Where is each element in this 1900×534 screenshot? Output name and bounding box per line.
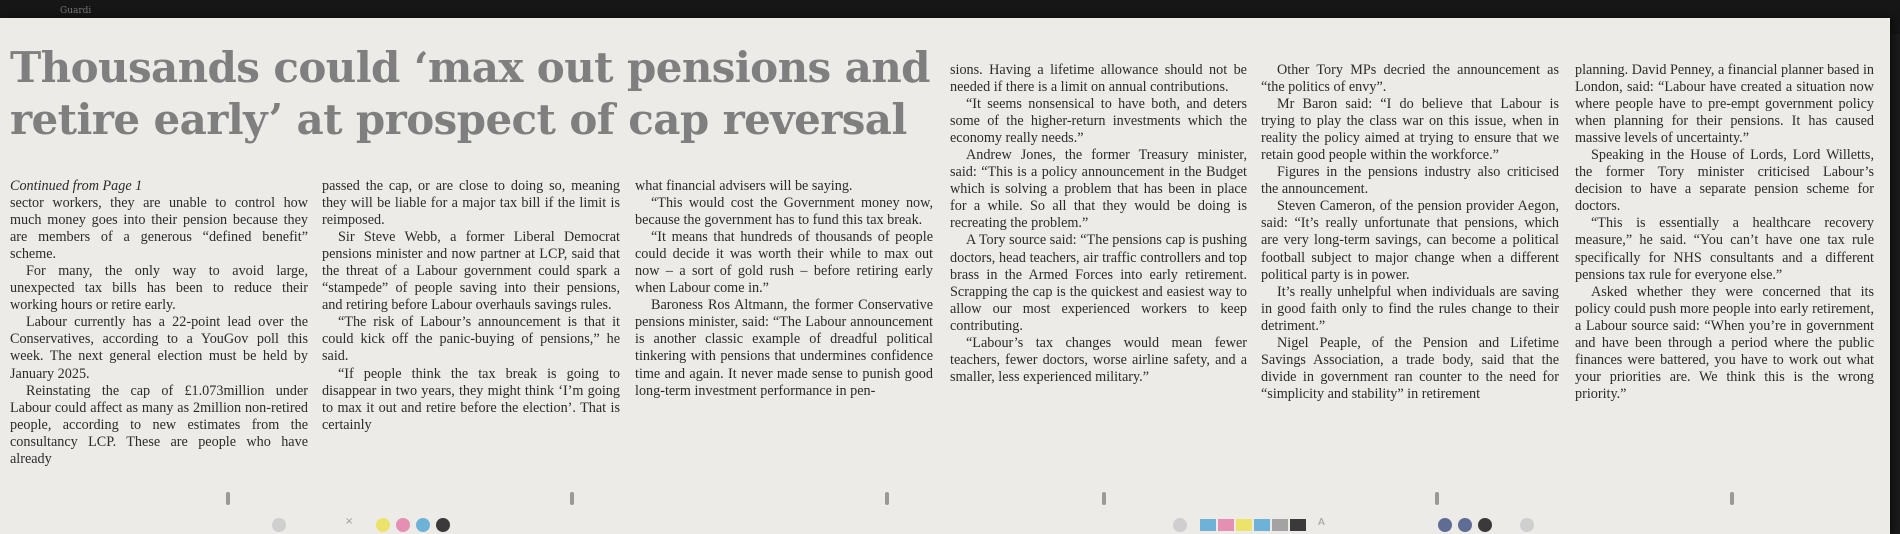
plate-letter: A	[1318, 517, 1325, 528]
paragraph: Nigel Peaple, of the Pension and Lifetime Savings Association, a trade body, said that the divide in government ran counter to the need for “simplicity and stability” in retirement	[1261, 334, 1559, 402]
paragraph: “This would cost the Government money now, because the government has to fund this tax break.	[635, 195, 933, 229]
registration-dot	[396, 518, 410, 532]
color-bar-swatch	[1254, 519, 1270, 531]
paragraph: Figures in the pensions industry also criticised the announcement.	[1261, 164, 1559, 198]
paragraph: “Labour’s tax changes would mean fewer teachers, fewer doctors, worse airline safety, and a smaller, less experienced military.”	[950, 334, 1247, 385]
color-bar-swatch	[1272, 519, 1288, 531]
headline-line-1: Thousands could ‘max out pensions and	[10, 43, 930, 92]
paragraph: Other Tory MPs decried the announcement as “the politics of envy”.	[1261, 62, 1559, 96]
registration-dot	[1520, 518, 1534, 532]
registration-dot	[1173, 518, 1187, 532]
registration-cross: ×	[345, 516, 354, 527]
paragraph: Mr Baron said: “I do believe that Labour is trying to play the class war on this issue, when in reality the policy aimed at trying to ensure that we retain good people within the workforce.”	[1261, 96, 1559, 164]
article-column-6	[1575, 62, 1874, 403]
binder-hole-mark	[1102, 492, 1106, 505]
paragraph: “It means that hundreds of thousands of people could decide it was worth their while to max out now – a sort of gold rush – before retiring early when Labour come in.”	[635, 229, 933, 297]
registration-dot	[416, 518, 430, 532]
article-column-4	[950, 62, 1247, 386]
paragraph: sector workers, they are unable to control how much money goes into their pension because they are members of a generous “defined benefit” scheme.	[10, 195, 308, 263]
paragraph: “If people think the tax break is going to disappear in two years, they might think ‘I’m going to max it out and retire before the election’. That is certainly	[322, 365, 620, 433]
registration-dot	[436, 518, 450, 532]
article-column-2	[322, 178, 620, 434]
paragraph: sions. Having a lifetime allowance should not be needed if there is a limit on annual contributions.	[950, 62, 1247, 96]
binder-hole-mark	[1435, 492, 1439, 505]
registration-dot	[376, 518, 390, 532]
continued-from-label: Continued from Page 1	[10, 178, 143, 194]
paragraph: “This is essentially a healthcare recovery measure,” he said. “You can’t have one tax rule specifically for NHS consultants and a different pensions tax rule for everyone else.”	[1575, 215, 1874, 283]
paragraph: It’s really unhelpful when individuals are saving in good faith only to find the rules change to their detriment.”	[1261, 283, 1559, 334]
paragraph: what financial advisers will be saying.	[635, 178, 853, 194]
binder-hole-mark	[570, 492, 574, 505]
color-bar-swatch	[1200, 519, 1216, 531]
paragraph: Sir Steve Webb, a former Liberal Democrat pensions minister and now partner at LCP, said that the threat of a Labour government could spark a “stampede” of people saving into their pensions, and retiring before Labour overhauls savings rules.	[322, 229, 620, 314]
registration-dot	[272, 518, 286, 532]
paragraph: “The risk of Labour’s announcement is that it could kick off the panic-buying of pensions,” he said.	[322, 314, 620, 365]
paragraph: Baroness Ros Altmann, the former Conservative pensions minister, said: “The Labour announcement is another classic example of dreadful political tinkering with pensions that undermines confidence time and again. It never made sense to punish good long-term investment performance in pen-	[635, 297, 933, 399]
article-column-3	[635, 178, 933, 400]
paragraph: Steven Cameron, of the pension provider Aegon, said: “It’s really unfortunate that pensions, which are very long-term savings, can become a political football subject to major change when a different political party is in power.	[1261, 198, 1559, 283]
binder-hole-mark	[226, 492, 230, 505]
article-column-1	[10, 178, 308, 468]
color-bar-swatch	[1218, 519, 1234, 531]
registration-dot	[1438, 518, 1452, 532]
article-column-5	[1261, 62, 1559, 403]
paragraph: Andrew Jones, the former Treasury minister, said: “This is a policy announcement in the Budget which is solving a problem that has been in place for a while. So all that they would be doing is recreating the problem.”	[950, 147, 1247, 232]
registration-dot	[1478, 518, 1492, 532]
paragraph: A Tory source said: “The pensions cap is pushing doctors, head teachers, air traffic controllers and top brass in the Armed Forces into early retirement. Scrapping the cap is the quickest and easiest way to allow our most experienced workers to keep contributing.	[950, 232, 1247, 334]
paragraph: Speaking in the House of Lords, Lord Willetts, the former Tory minister criticised Labour’s decision to have a separate pension scheme for doctors.	[1575, 147, 1874, 215]
paragraph: passed the cap, or are close to doing so, meaning they will be liable for a major tax bill if the limit is reimposed.	[322, 178, 620, 229]
article-headline	[10, 42, 930, 146]
registration-dot	[1458, 518, 1472, 532]
paragraph: planning. David Penney, a financial planner based in London, said: “Labour have created a situation now where people have to pre-empt government policy when planning for their pensions. It has caused massive levels of uncertainty.”	[1575, 62, 1874, 147]
masthead-fragment: Guardi	[60, 6, 92, 16]
paragraph: Reinstating the cap of £1.073million under Labour could affect as many as 2million non-retired people, according to new estimates from the consultancy LCP. These are people who have already	[10, 382, 308, 467]
binder-hole-mark	[885, 492, 889, 505]
paragraph: “It seems nonsensical to have both, and deters some of the higher-return investments which the economy really needs.”	[950, 96, 1247, 147]
headline-line-2: retire early’ at prospect of cap reversal	[10, 95, 907, 144]
paragraph: Asked whether they were concerned that its policy could push more people into early retirement, a Labour source said: “When you’re in government and have been through a period where the public finances were battered, you have to work out what your priorities are. We think this is the wrong priority.”	[1575, 283, 1874, 402]
color-bar-swatch	[1236, 519, 1252, 531]
color-bar-swatch	[1290, 519, 1306, 531]
paragraph: Labour currently has a 22-point lead over the Conservatives, according to a YouGov poll this week. The next general election must be held by January 2025.	[10, 314, 308, 382]
paragraph: For many, the only way to avoid large, unexpected tax bills has been to reduce their working hours or retire early.	[10, 263, 308, 314]
binder-hole-mark	[1730, 492, 1734, 505]
